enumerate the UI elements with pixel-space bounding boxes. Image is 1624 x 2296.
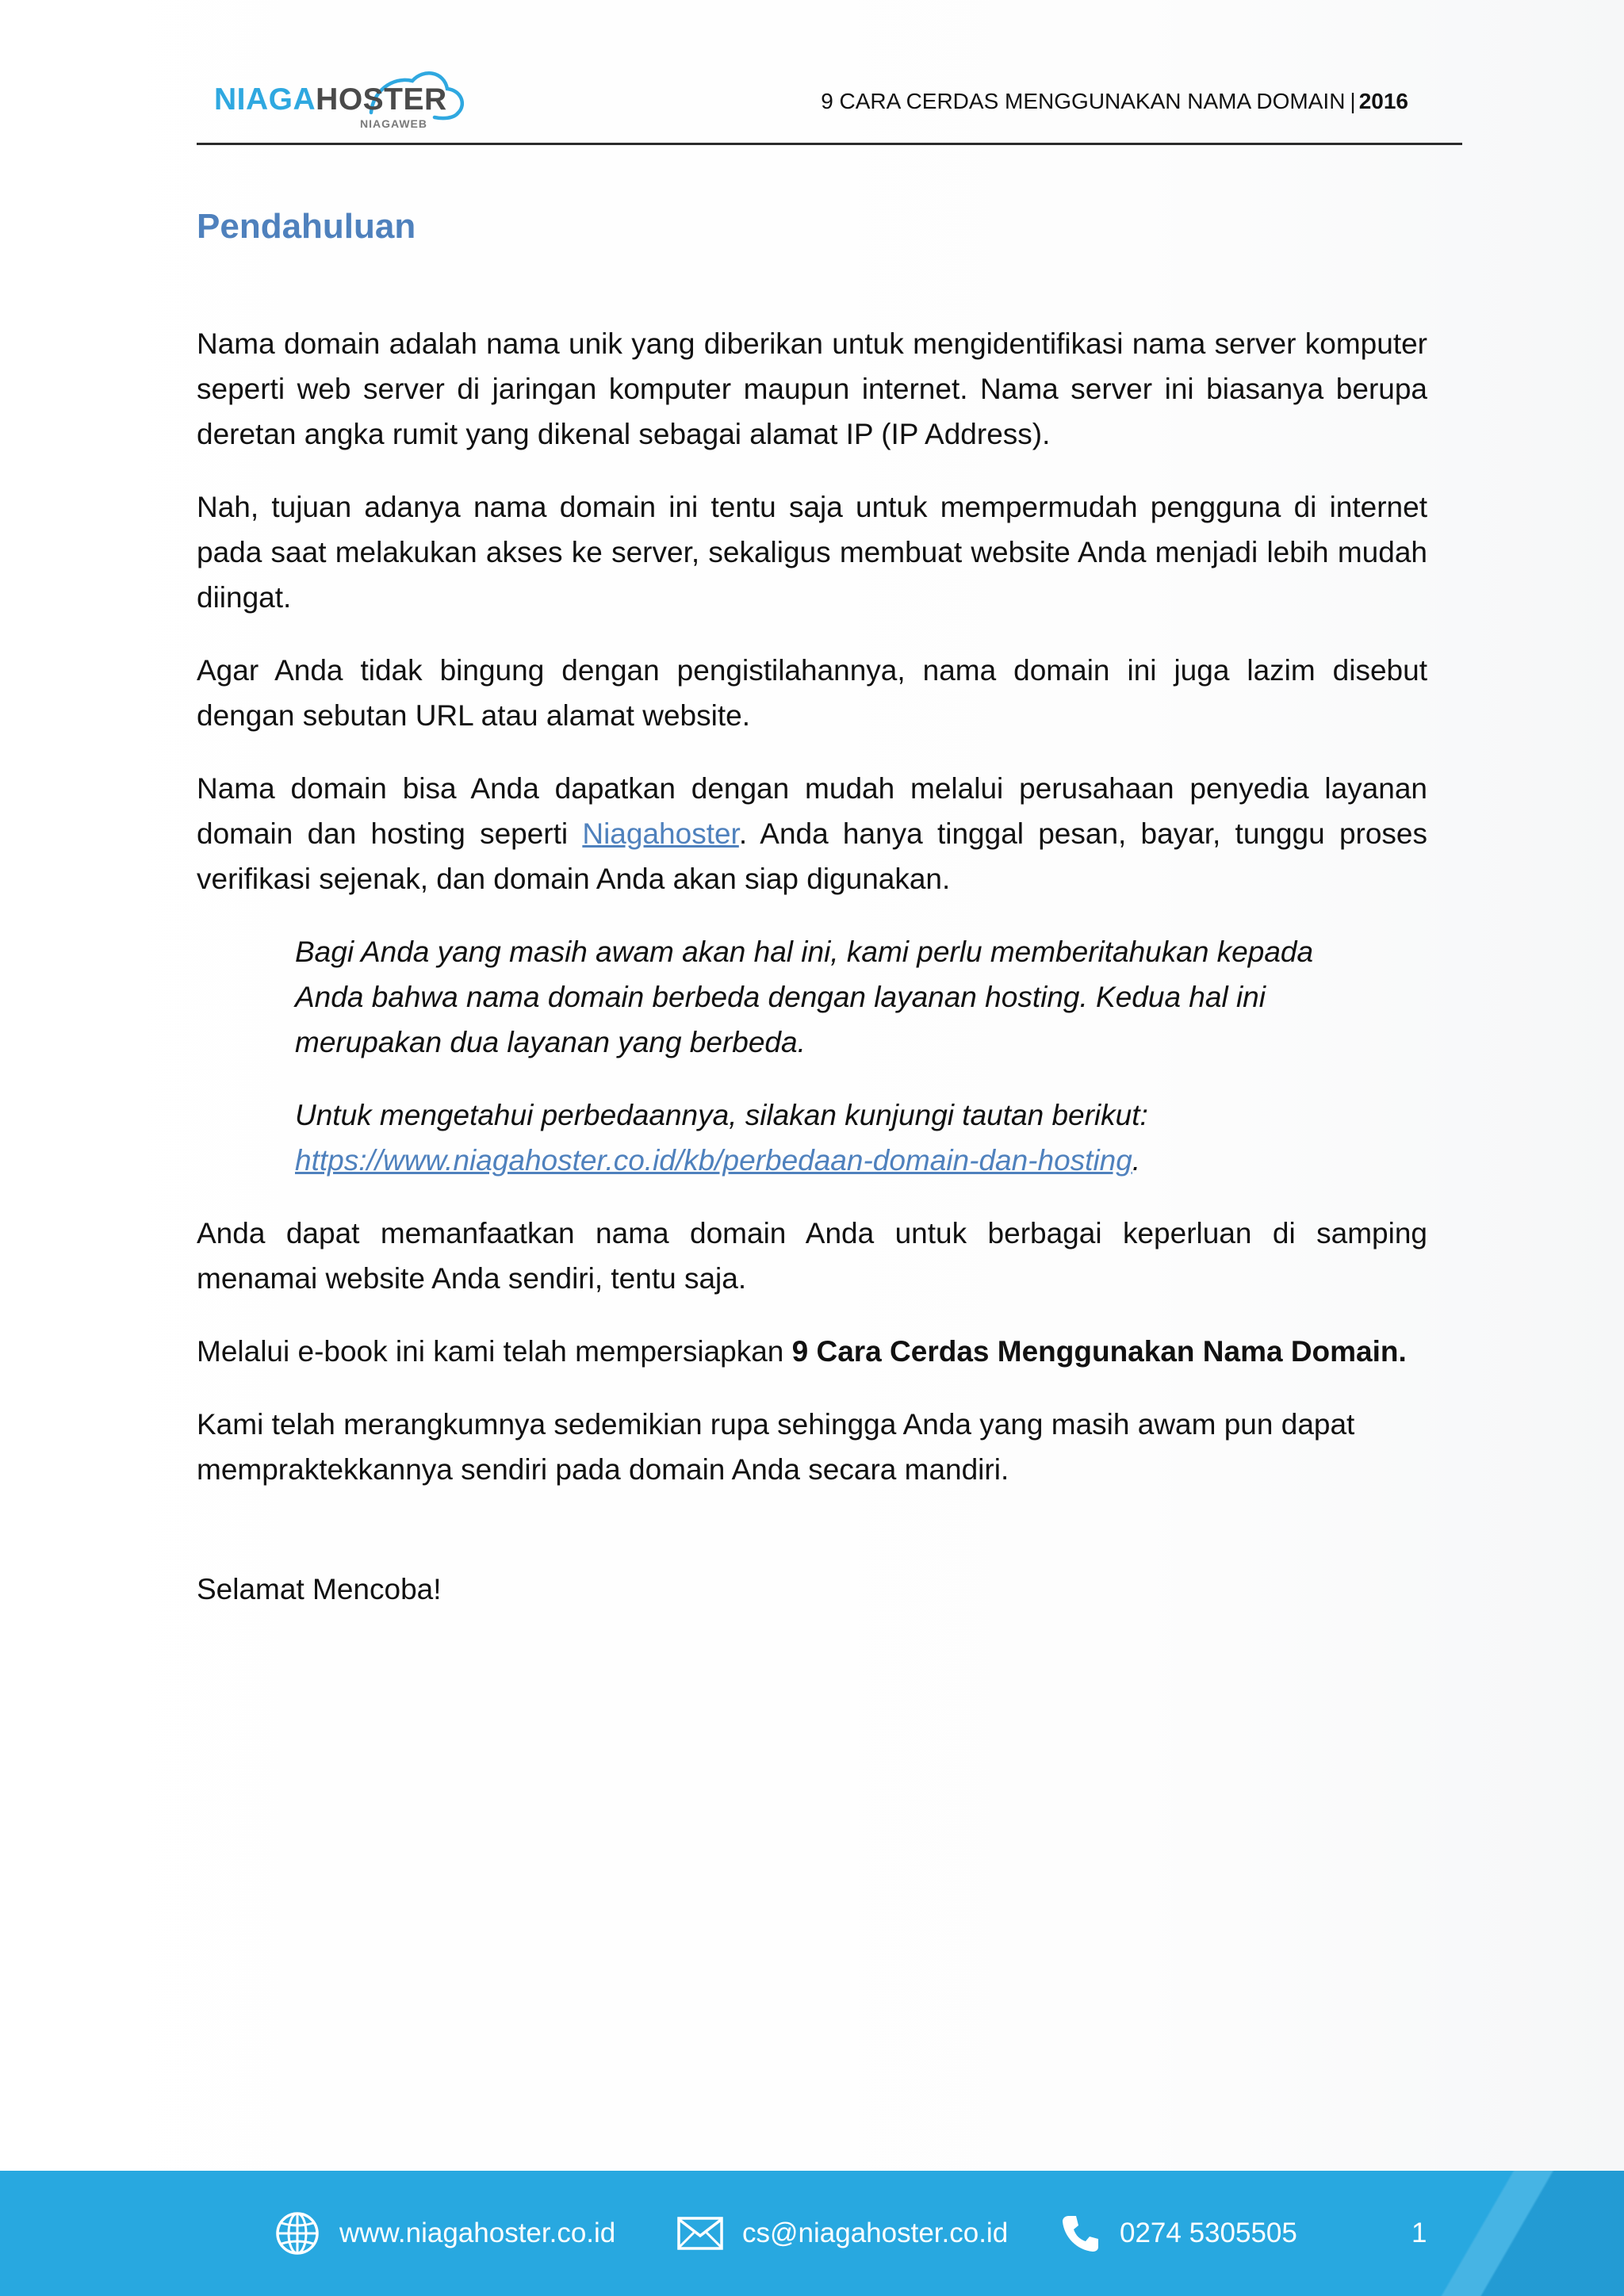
- paragraph-4: [197, 766, 1427, 901]
- paragraph-6-text: Melalui e-book ini kami telah mempersiapkan: [197, 1334, 792, 1368]
- title-separator: |: [1350, 89, 1356, 113]
- paragraph-6: [197, 1329, 1427, 1374]
- globe-icon: [274, 2210, 320, 2256]
- footer-website[interactable]: [274, 2171, 615, 2296]
- paragraph-5: Anda dapat memanfaatkan nama domain Anda untuk berbagai keperluan di samping menamai website Anda sendiri, tentu saja.: [197, 1216, 1427, 1295]
- niagahoster-link[interactable]: Niagahoster: [582, 817, 739, 850]
- logo-subtitle: NIAGAWEB: [360, 117, 427, 130]
- quote-note-2: [295, 1093, 1326, 1183]
- page-header: [197, 55, 1462, 145]
- page-number: 1: [1411, 2218, 1427, 2248]
- paragraph-3: Agar Anda tidak bingung dengan pengistilahannya, nama domain ini juga lazim disebut dengan sebutan URL atau alamat website.: [197, 653, 1427, 732]
- niagahoster-logo[interactable]: [205, 60, 466, 132]
- logo-wordmark: [214, 84, 447, 115]
- closing-line: Selamat Mencoba!: [197, 1572, 442, 1605]
- page-footer: [0, 2171, 1624, 2296]
- paragraph-4-text-before: Nama domain bisa Anda dapatkan dengan mudah melalui perusahaan penyedia layanan domain dan hosting seperti: [197, 771, 1427, 850]
- paragraph-1: Nama domain adalah nama unik yang diberikan untuk mengidentifikasi nama server komputer seperti web server di jaringan komputer maupun internet. Nama server ini biasanya berupa deretan angka rumit yang dikenal sebagai alamat IP (IP Address).: [197, 327, 1427, 450]
- paragraph-4-text-after: . Anda hanya tinggal pesan, bayar, tunggu proses verifikasi sejenak, dan domain Anda akan siap digunakan.: [197, 817, 1427, 895]
- envelope-icon: [677, 2217, 723, 2250]
- quote-note-1: Bagi Anda yang masih awam akan hal ini, kami perlu memberitahukan kepada Anda bahwa nama domain berbeda dengan layanan hosting. Kedua hal ini merupakan dua layanan yang berbeda.: [295, 935, 1314, 1058]
- footer-phone[interactable]: [1061, 2171, 1297, 2296]
- footer-email-text: cs@niagahoster.co.id: [742, 2218, 1009, 2248]
- quote-note-2-end: .: [1132, 1143, 1141, 1177]
- main-content: [197, 206, 1427, 1641]
- logo-hoster: HOSTER: [316, 82, 447, 117]
- section-title: Pendahuluan: [197, 207, 416, 246]
- document-title-text: 9 CARA CERDAS MENGGUNAKAN NAMA DOMAIN: [821, 89, 1346, 113]
- ebook-title-bold: 9 Cara Cerdas Menggunakan Nama Domain.: [791, 1334, 1407, 1368]
- footer-website-text: www.niagahoster.co.id: [339, 2218, 616, 2248]
- document-title: [821, 89, 1408, 114]
- paragraph-2: Nah, tujuan adanya nama domain ini tentu saja untuk mempermudah pengguna di internet pada saat melakukan akses ke server, sekaligus membuat website Anda menjadi lebih mudah diingat.: [197, 490, 1427, 614]
- paragraph-7: Kami telah merangkumnya sedemikian rupa sehingga Anda yang masih awam pun dapat mempraktekkannya sendiri pada domain Anda secara mandiri.: [197, 1407, 1355, 1486]
- footer-decoration: [1434, 2171, 1624, 2296]
- logo-niaga: NIAGA: [214, 82, 316, 117]
- domain-hosting-kb-link[interactable]: https://www.niagahoster.co.id/kb/perbedaan-domain-dan-hosting: [295, 1143, 1132, 1177]
- quote-note-2-text: Untuk mengetahui perbedaannya, silakan kunjungi tautan berikut:: [295, 1098, 1148, 1131]
- footer-email[interactable]: [677, 2171, 1008, 2296]
- document-year: 2016: [1358, 89, 1408, 113]
- footer-phone-text: 0274 5305505: [1120, 2218, 1297, 2248]
- phone-icon: [1061, 2214, 1101, 2253]
